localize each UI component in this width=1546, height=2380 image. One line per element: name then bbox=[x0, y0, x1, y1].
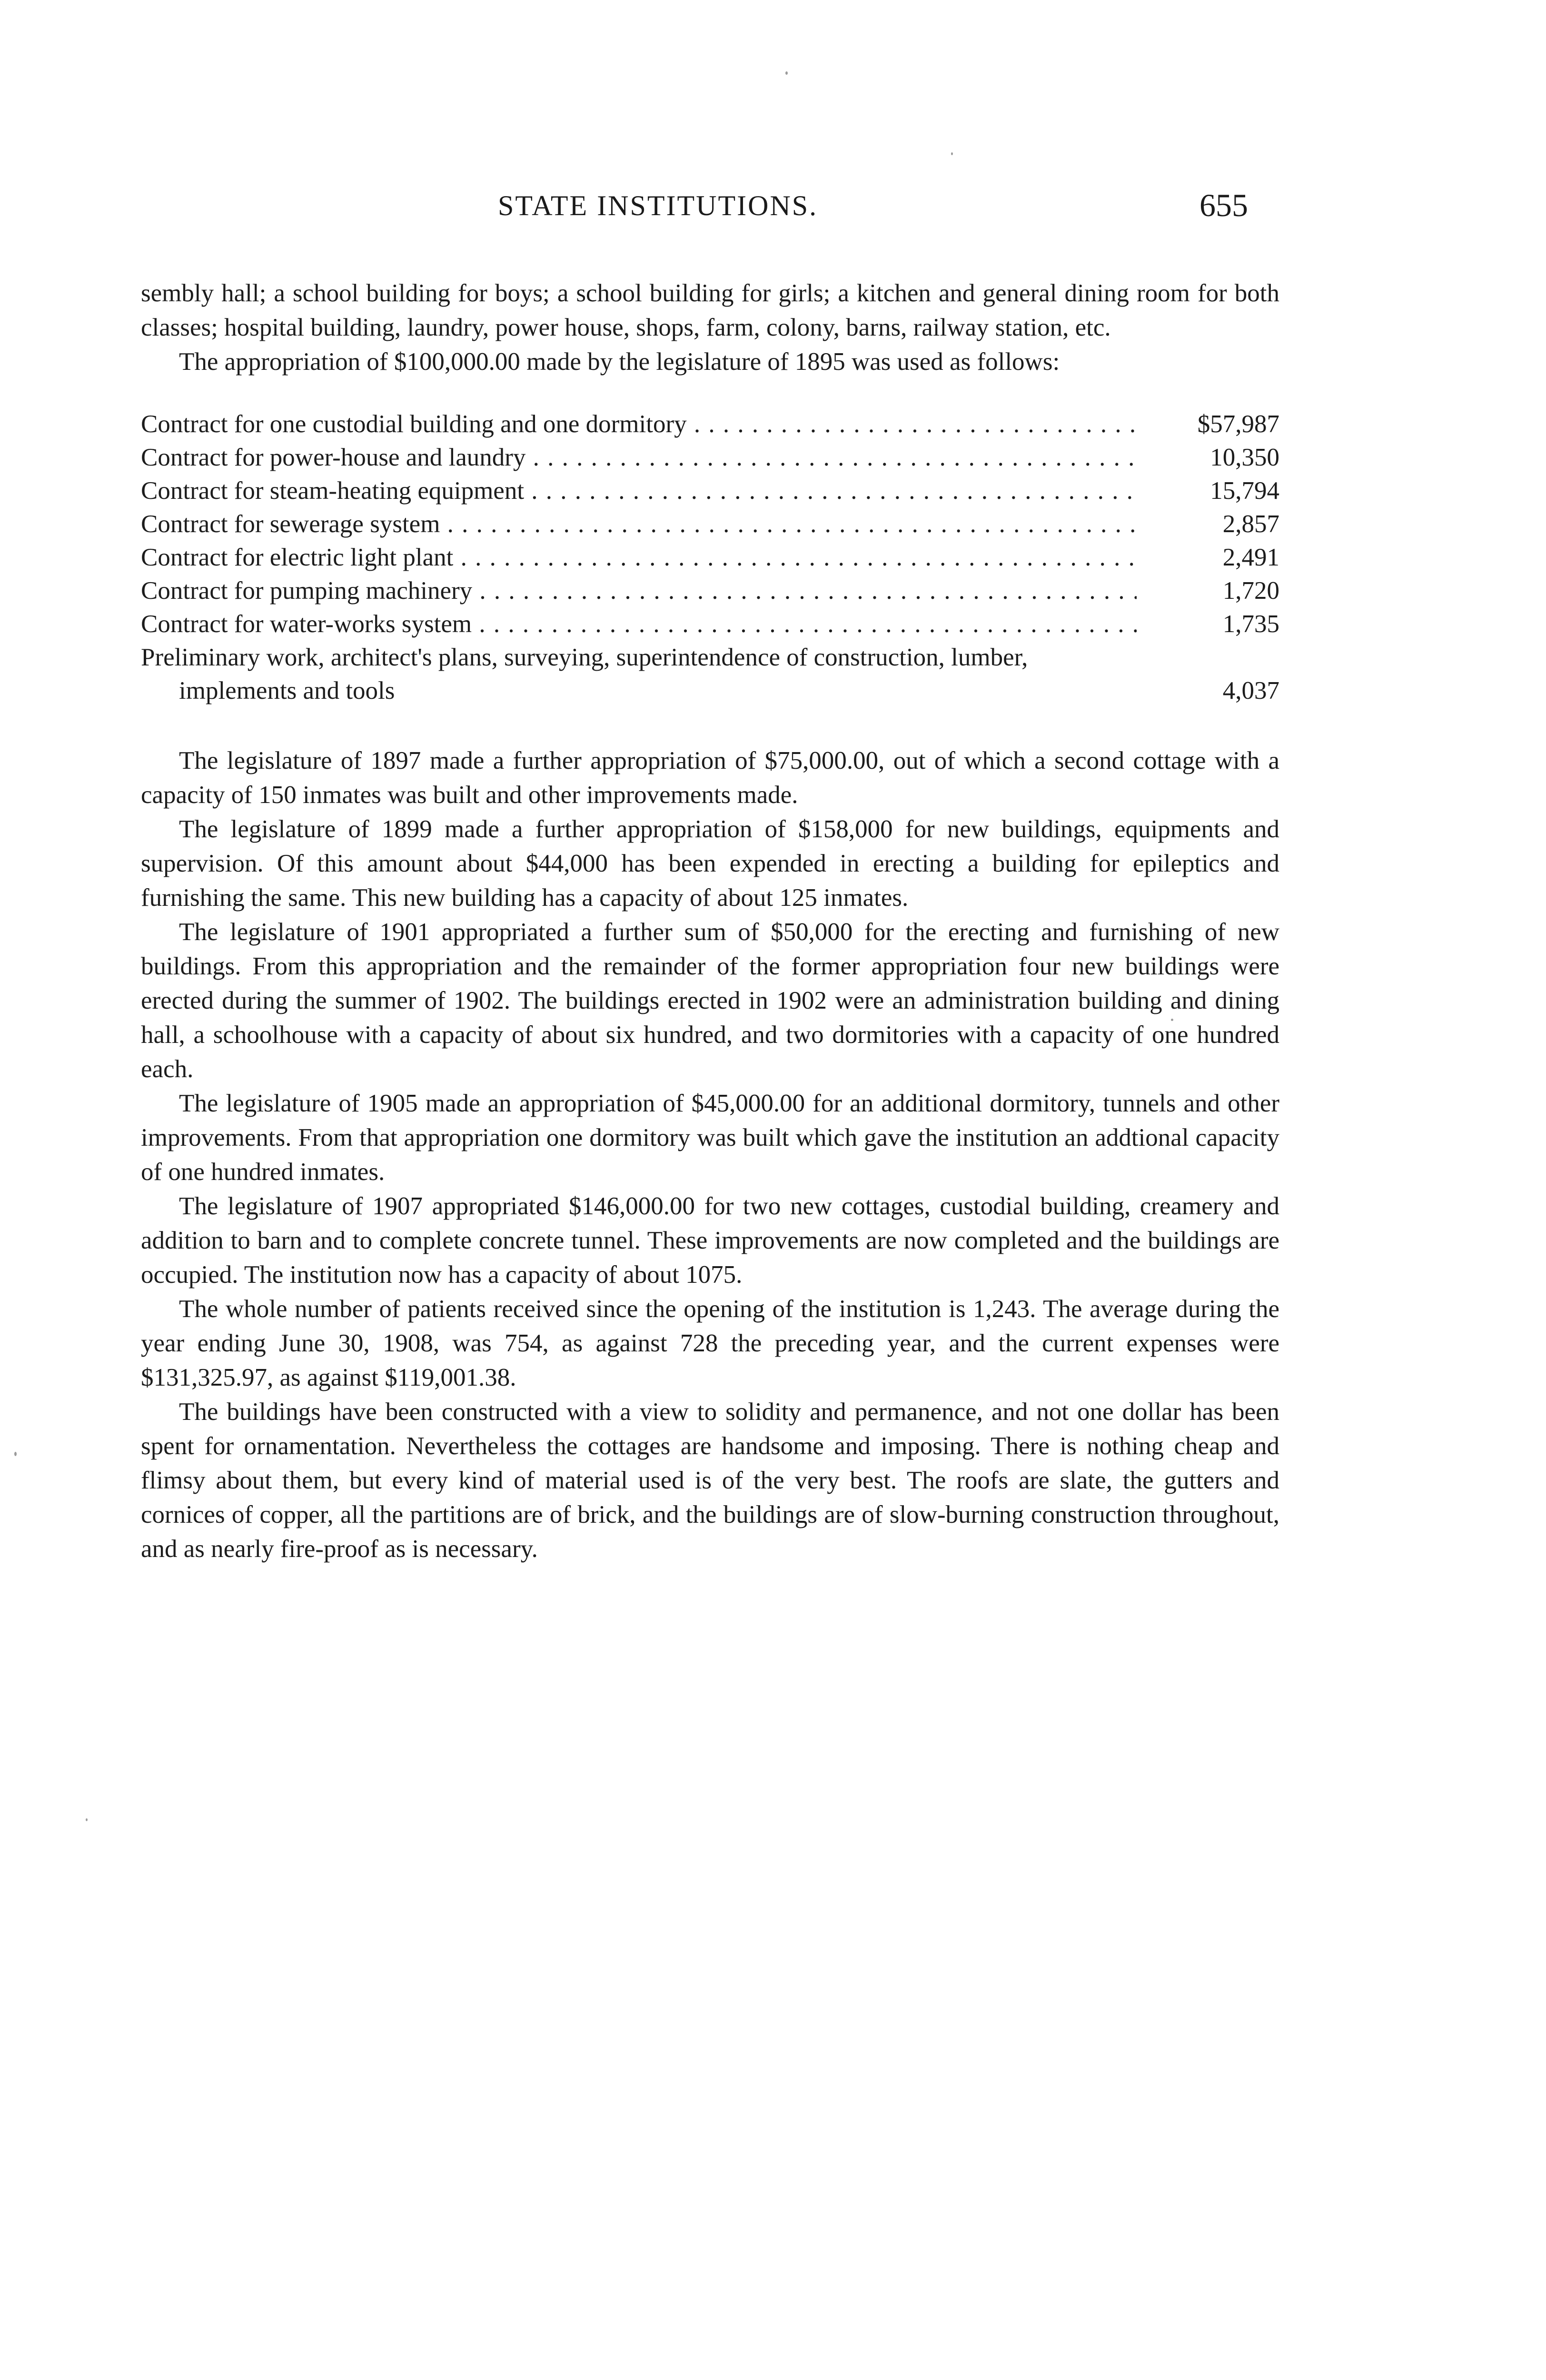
expenditure-list bbox=[141, 407, 1279, 707]
paragraph-patient-statistics: The whole number of patients received since the opening of the institution is 1,243. The average during the year ending June 30, 1908, was 754, as against 728 the preceding year, and the current expenses were $131,325.97, as against $119,001.38. bbox=[141, 1295, 1279, 1391]
expenditure-row bbox=[141, 441, 1279, 474]
paper-speck bbox=[785, 71, 788, 75]
paragraph-legislature-1905: The legislature of 1905 made an appropriation of $45,000.00 for an additional dormitory, tunnels and other improvements. From that appropriation one dormitory was built which gave the institution an addtional capacity of one hundred inmates. bbox=[141, 1090, 1279, 1186]
paragraph-building-construction: The buildings have been constructed with a view to solidity and permanence, and not one dollar has been spent for ornamentation. Nevertheless the cottages are handsome and imposing. There is nothing cheap and flimsy about them, but every kind of material used is of the very best. The roofs are slate, the gutters and cornices of copper, all the partitions are of brick, and the buildings are of slow-burning construction throughout, and as nearly fire-proof as is necessary. bbox=[141, 1398, 1279, 1563]
expenditure-amount: 1,735 bbox=[1222, 610, 1279, 638]
paragraph-legislature-1897: The legislature of 1897 made a further appropriation of $75,000.00, out of which a second cottage with a capacity of 150 inmates was built and other improvements made. bbox=[141, 747, 1279, 809]
paragraph-legislature-1901: The legislature of 1901 appropriated a further sum of $50,000 for the erecting and furnishing of new buildings. From this appropriation and the remainder of the former appropriation four new buildings were erected during the summer of 1902. The buildings erected in 1902 were an administration building and dining hall, a schoolhouse with a capacity of about six hundred, and two dormitories with a capacity of one hundred each. bbox=[141, 918, 1279, 1083]
expenditure-item: Contract for water-works system . . . bbox=[141, 607, 1137, 641]
expenditure-amount: 4,037 bbox=[1222, 677, 1279, 704]
expenditure-item: Contract for electric light plant . . . bbox=[141, 541, 1137, 574]
expenditure-amount: 1,720 bbox=[1222, 577, 1279, 605]
expenditure-item: Contract for steam-heating equipment . . . bbox=[141, 474, 1137, 507]
paper-speck bbox=[951, 152, 953, 155]
expenditure-amount: 10,350 bbox=[1210, 444, 1279, 471]
expenditure-row bbox=[141, 407, 1279, 441]
body-text bbox=[141, 276, 1279, 1566]
paper-speck bbox=[14, 1452, 17, 1456]
running-head-title: STATE INSTITUTIONS. bbox=[498, 190, 818, 221]
expenditure-item: Contract for sewerage system . . . bbox=[141, 507, 1137, 541]
expenditure-item: Contract for one custodial building and one dormitory . . . bbox=[141, 407, 1137, 441]
expenditure-row bbox=[141, 507, 1279, 541]
expenditure-amount: 2,857 bbox=[1222, 510, 1279, 538]
paragraph-continuation: sembly hall; a school building for boys; a school building for girls; a kitchen and general dining room for both classes; hospital building, laundry, power house, shops, farm, colony, barns, railway station, etc. bbox=[141, 279, 1279, 341]
expenditure-row bbox=[141, 607, 1279, 641]
paragraph-appropriation-1895: The appropriation of $100,000.00 made by the legislature of 1895 was used as follows: bbox=[179, 348, 1060, 376]
expenditure-amount: $57,987 bbox=[1197, 410, 1279, 438]
expenditure-item: Contract for power-house and laundry . . . bbox=[141, 441, 1137, 474]
paper-speck bbox=[1171, 1019, 1173, 1021]
expenditure-row bbox=[141, 641, 1279, 707]
expenditure-row bbox=[141, 541, 1279, 574]
expenditure-amount: 2,491 bbox=[1222, 544, 1279, 571]
paper-speck bbox=[86, 1818, 88, 1821]
expenditure-amount: 15,794 bbox=[1210, 477, 1279, 505]
expenditure-item: Contract for pumping machinery . . . bbox=[141, 574, 1137, 607]
paragraph-legislature-1899: The legislature of 1899 made a further appropriation of $158,000 for new buildings, equipments and supervision. Of this amount about $44,000 has been expended in erecting a building for epileptics and furnishing the same. This new building has a capacity of about 125 inmates. bbox=[141, 815, 1279, 912]
expenditure-row bbox=[141, 474, 1279, 507]
paragraph-legislature-1907: The legislature of 1907 appropriated $146,000.00 for two new cottages, custodial building, creamery and addition to barn and to complete concrete tunnel. These improvements are now completed and the buildings are occupied. The institution now has a capacity of about 1075. bbox=[141, 1192, 1279, 1289]
expenditure-item: Preliminary work, architect's plans, surveying, superintendence of construction, lumber, implements and tools bbox=[141, 644, 1028, 704]
expenditure-row bbox=[141, 574, 1279, 607]
page-number: 655 bbox=[1199, 187, 1248, 223]
